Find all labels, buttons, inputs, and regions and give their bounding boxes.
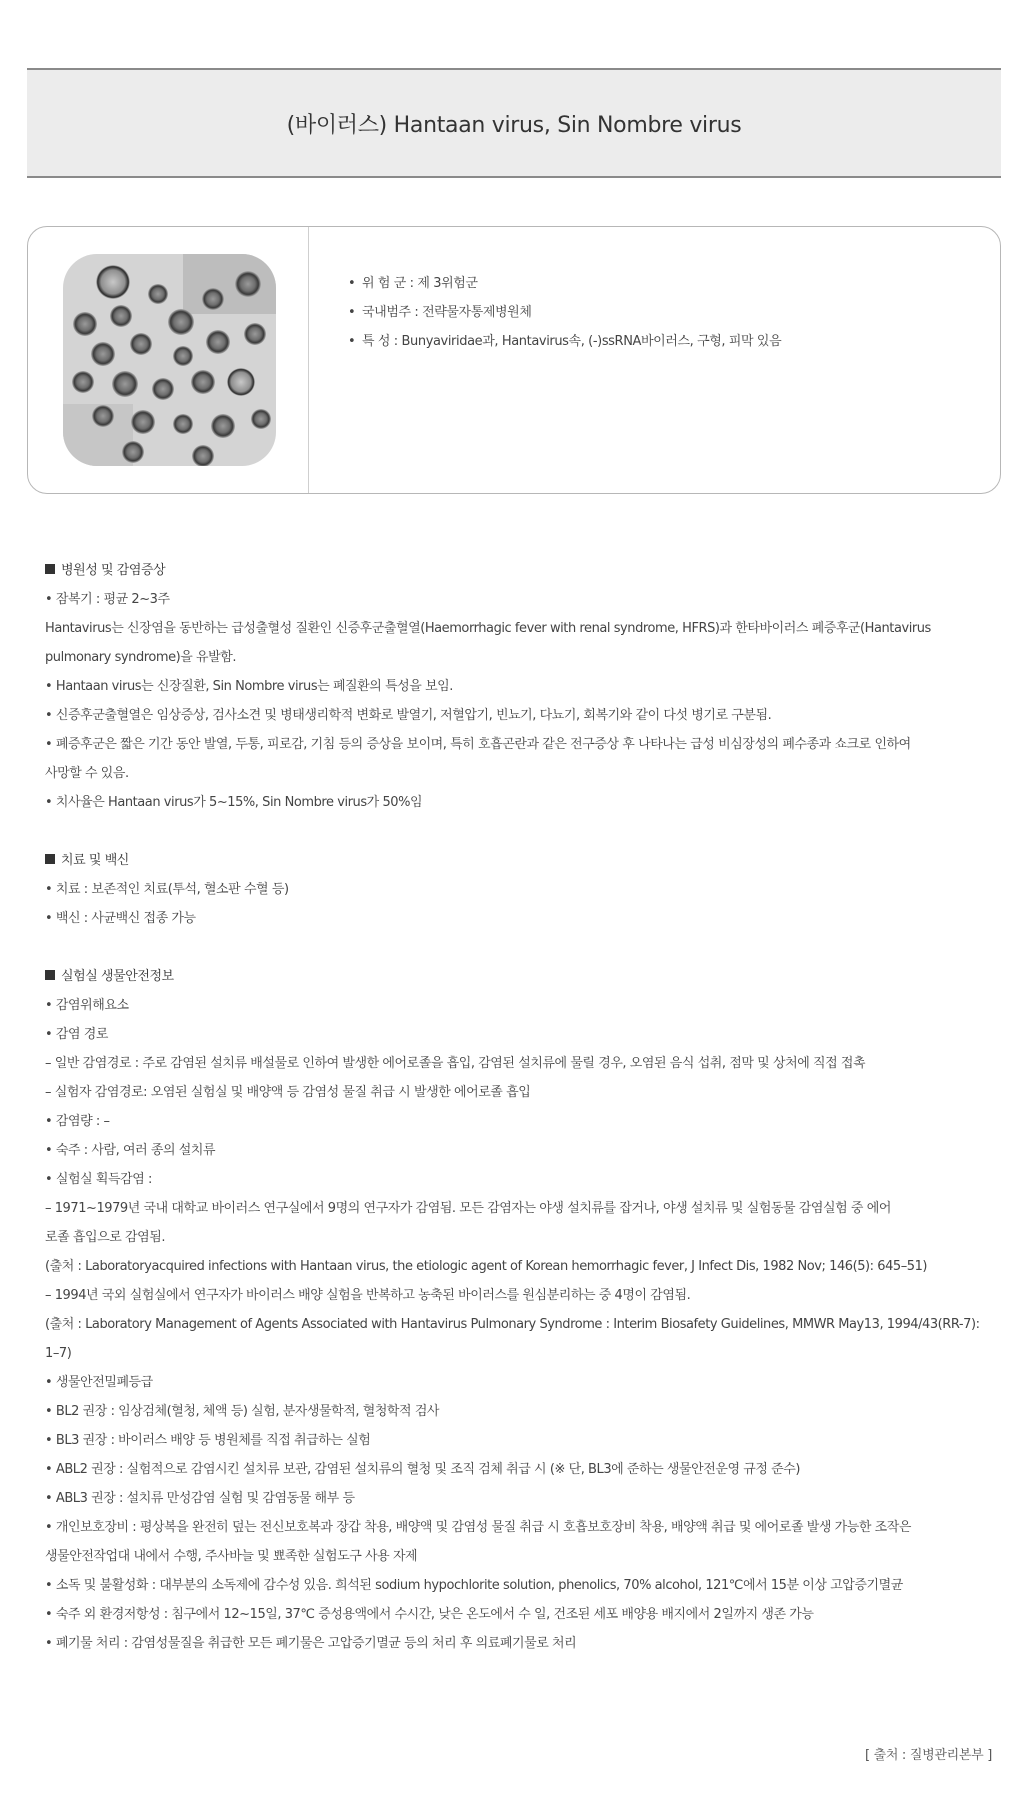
page-title: (바이러스) Hantaan virus, Sin Nombre virus [286, 112, 742, 138]
info-item-domestic-category: • 국내범주 : 전략물자통제병원체 [348, 305, 532, 320]
info-item-risk-group: • 위 험 군 : 제 3위험군 [348, 276, 478, 291]
square-bullet-icon [45, 970, 55, 980]
text-line: 사망할 수 있음. [45, 766, 129, 781]
text-line: • 치사율은 Hantaan virus가 5~15%, Sin Nombre virus가 50%임 [45, 795, 423, 810]
text-line: • 실험실 획득감염 : [45, 1172, 152, 1187]
text-line: • 숙주 외 환경저항성 : 침구에서 12~15일, 37℃ 증성용액에서 수시간, 낮은 온도에서 수 일, 건조된 세포 배양용 배지에서 2일까지 생존 가능 [45, 1607, 814, 1622]
text-line: • 잠복기 : 평균 2~3주 [45, 592, 170, 607]
image-cell [28, 227, 309, 493]
text-line: pulmonary syndrome)을 유발함. [45, 650, 237, 665]
text-line: – 1971~1979년 국내 대학교 바이러스 연구실에서 9명의 연구자가 감염됨. 모든 감염자는 야생 설치류를 잡거나, 야생 설치류 및 실험동물 감염실험 중 에어 [45, 1201, 891, 1216]
text-line: – 1994년 국외 실험실에서 연구자가 바이러스 배양 실험을 반복하고 농축된 바이러스를 원심분리하는 중 4명이 감염됨. [45, 1288, 691, 1303]
square-bullet-icon [45, 564, 55, 574]
text-line: • 소독 및 불활성화 : 대부분의 소독제에 감수성 있음. 희석된 sodium hypochlorite solution, phenolics, 70% alcohol, 121℃에서 15분 이상 고압증기멸균 [45, 1578, 903, 1593]
text-line: • ABL2 권장 : 실험적으로 감염시킨 설치류 보관, 감염된 설치류의 혈청 및 조직 검체 취급 시 (※ 단, BL3에 준하는 생물안전운영 규정 준수) [45, 1462, 801, 1477]
text-line: • BL3 권장 : 바이러스 배양 등 병원체를 직접 취급하는 실험 [45, 1433, 371, 1448]
text-line: 1–7) [45, 1346, 72, 1361]
info-list [348, 269, 781, 356]
text-line: • Hantaan virus는 신장질환, Sin Nombre virus는 폐질환의 특성을 보임. [45, 679, 453, 694]
text-line: Hantavirus는 신장염을 동반하는 급성출혈성 질환인 신증후군출혈열(Haemorrhagic fever with renal syndrome, HFRS)과 한타바이러스 폐증후군(Hantavirus [45, 621, 931, 636]
virus-micrograph-image [63, 254, 276, 466]
text-line: • 감염위해요소 [45, 998, 129, 1013]
section-heading: 실험실 생물안전정보 [45, 962, 1005, 991]
text-line: • 신증후군출혈열은 임상증상, 검사소견 및 병태생리학적 변화로 발열기, 저혈압기, 빈뇨기, 다뇨기, 회복기와 같이 다섯 병기로 구분됨. [45, 708, 772, 723]
text-line: 로졸 흡입으로 감염됨. [45, 1230, 166, 1245]
source-credit: [ 출처 : 질병관리본부 ] [864, 1748, 992, 1763]
text-line: • 치료 : 보존적인 치료(투석, 혈소판 수혈 등) [45, 882, 289, 897]
text-line: – 실험자 감염경로: 오염된 실험실 및 배양액 등 감염성 물질 취급 시 발생한 에어로졸 흡입 [45, 1085, 531, 1100]
text-line: • ABL3 권장 : 설치류 만성감염 실험 및 감염동물 해부 등 [45, 1491, 355, 1506]
info-card [27, 226, 1001, 494]
text-line: • 생물안전밀폐등급 [45, 1375, 153, 1390]
text-line: (출처 : Laboratoryacquired infections with Hantaan virus, the etiologic agent of Korean hemorrhagic fever, J Infect Dis, 1982 Nov; 146(5): 645–51) [45, 1259, 928, 1274]
text-line: 생물안전작업대 내에서 수행, 주사바늘 및 뾰족한 실험도구 사용 자제 [45, 1549, 418, 1564]
section-heading: 치료 및 백신 [45, 846, 1005, 875]
info-item-characteristics: • 특 성 : Bunyaviridae과, Hantavirus속, (-)ssRNA바이러스, 구형, 피막 있음 [348, 334, 782, 349]
text-line: (출처 : Laboratory Management of Agents Associated with Hantavirus Pulmonary Syndrome : Interim Biosafety Guidelines, MMWR May13, 1994/43(RR-7): [45, 1317, 980, 1332]
square-bullet-icon [45, 854, 55, 864]
text-line: • 개인보호장비 : 평상복을 완전히 덮는 전신보호복과 장갑 착용, 배양액 및 감염성 물질 취급 시 호흡보호장비 착용, 배양액 취급 및 에어로졸 발생 가능한 조작은 [45, 1520, 912, 1535]
text-line: • 숙주 : 사람, 여러 종의 설치류 [45, 1143, 216, 1158]
text-line: • BL2 권장 : 임상검체(혈청, 체액 등) 실험, 분자생물학적, 혈청학적 검사 [45, 1404, 440, 1419]
text-line: • 폐증후군은 짧은 기간 동안 발열, 두통, 피로감, 기침 등의 증상을 보이며, 특히 호흡곤란과 같은 전구증상 후 나타나는 급성 비심장성의 폐수종과 쇼크로 인하여 [45, 737, 911, 752]
content-body [45, 556, 1005, 1658]
text-line: – 일반 감염경로 : 주로 감염된 설치류 배설물로 인하여 발생한 에어로졸을 흡입, 감염된 설치류에 물릴 경우, 오염된 음식 섭취, 점막 및 상처에 직접 접촉 [45, 1056, 866, 1071]
title-banner [27, 68, 1001, 178]
text-line: • 백신 : 사균백신 접종 가능 [45, 911, 196, 926]
text-line: • 감염량 : – [45, 1114, 110, 1129]
text-line: • 폐기물 처리 : 감염성물질을 취급한 모든 폐기물은 고압증기멸균 등의 처리 후 의료폐기물로 처리 [45, 1636, 577, 1651]
section-heading: 병원성 및 감염증상 [45, 556, 1005, 585]
text-line: • 감염 경로 [45, 1027, 109, 1042]
